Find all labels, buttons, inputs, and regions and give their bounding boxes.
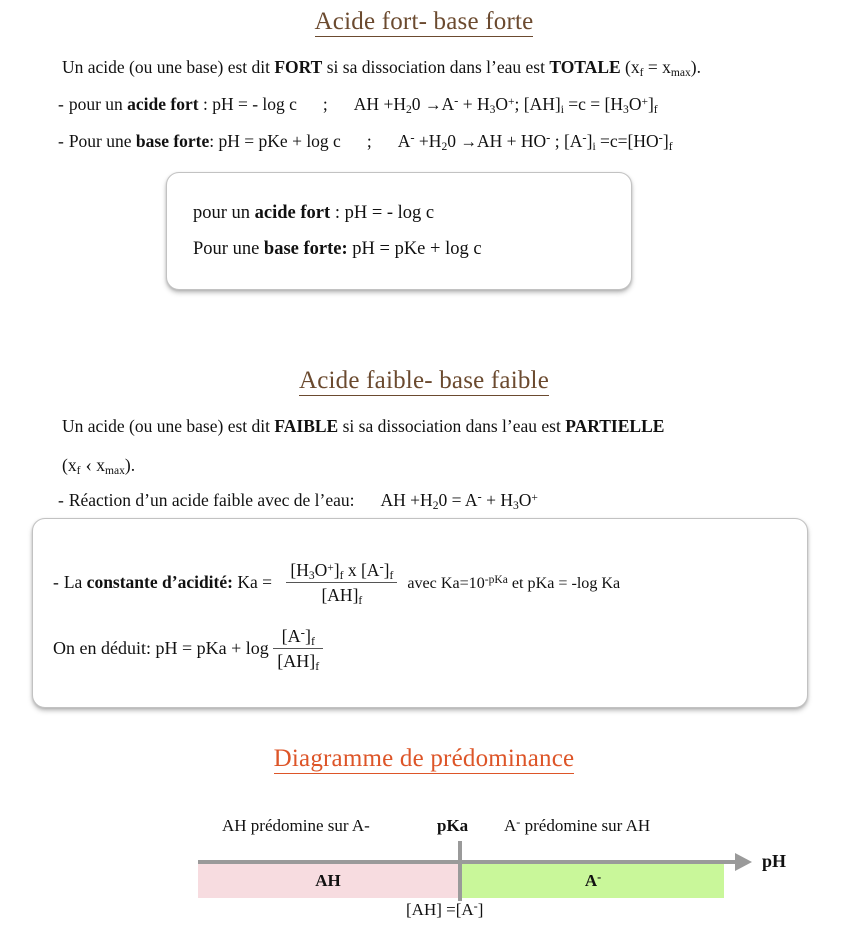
equation-fragment: AH +H (353, 94, 406, 114)
equation-fragment: [H (290, 560, 309, 580)
bold-acide-fort: acide fort (254, 203, 331, 223)
bullet-reaction-acide-faible (58, 491, 538, 510)
text-avec-ka: avec Ka=10 (407, 575, 485, 593)
equation-fragment: ] (662, 131, 669, 151)
ka-label: Ka = (232, 572, 277, 593)
text-fragment: pour un (193, 203, 255, 223)
text-fragment: Pour une (68, 131, 136, 151)
text-fragment: Réaction d’un acide faible avec de l’eau: (68, 490, 355, 510)
equation-fragment: ] (304, 626, 311, 646)
superscript: + (508, 95, 515, 108)
subscript: 3 (308, 569, 315, 582)
bold-fort: FORT (274, 57, 323, 77)
heading-text: Acide faible- base faible (298, 367, 549, 394)
predominance-diagram (0, 805, 848, 951)
text-fragment: si sa dissociation dans l’eau est (338, 416, 566, 436)
formula-ph-acide-fort: : pH = - log c (198, 94, 297, 114)
text-on-en-deduit: On en déduit: pH = pKa + log (53, 638, 274, 659)
fraction-denominator (286, 583, 397, 606)
formula: pH = pKe + log c (347, 239, 482, 259)
text-fragment: Un acide (ou une base) est dit (62, 416, 275, 436)
equation-fragment: ] (586, 131, 593, 151)
text-fragment: ] (477, 900, 484, 919)
equation-fragment: O (314, 560, 328, 580)
text-fragment: pour un (68, 94, 128, 114)
heading-text: Acide fort- base forte (314, 8, 534, 35)
bullet-dash: - (53, 572, 59, 593)
section-heading-diagramme (0, 745, 848, 773)
paragraph-xf-inequality (62, 455, 135, 476)
equation-fragment: [AH] (277, 651, 316, 671)
superscript: - (582, 130, 587, 145)
bold-base-forte: base forte: (263, 239, 348, 259)
superscript: - (473, 898, 478, 913)
bold-partielle: PARTIELLE (565, 416, 665, 436)
paragraph-definition-faible (62, 417, 664, 436)
equation-fragment: ; [A (550, 131, 583, 151)
equation-fragment: A (441, 94, 455, 114)
superscript: - (410, 130, 415, 145)
subscript: max (104, 464, 125, 477)
equation-fragment: 0 = A (438, 490, 478, 510)
label-ah-predomine: AH prédomine sur A- (222, 816, 370, 835)
text-fragment: x (91, 455, 105, 475)
bullet-acide-fort (58, 95, 658, 114)
reaction-arrow-icon: → (460, 132, 477, 151)
text-fragment: (x (620, 57, 640, 77)
fraction-ph (273, 626, 323, 672)
box-line-acide-fort (193, 203, 434, 224)
subscript: f (76, 464, 81, 477)
superscript: - (597, 869, 602, 884)
subscript: 3 (489, 103, 496, 116)
text-pka-definition: et pKa = -log Ka (507, 575, 621, 593)
equation-fragment: O (628, 94, 642, 114)
subscript: f (315, 658, 320, 673)
subscript: i (560, 103, 564, 116)
superscript: + (641, 95, 648, 108)
line-deduction-ph (53, 624, 323, 673)
bold-base-forte: base forte (135, 131, 210, 151)
superscript: + (531, 491, 538, 504)
label-ph-axis: pH (762, 851, 787, 871)
equation-fragment: =c = [H (563, 94, 624, 114)
subscript: f (310, 633, 315, 648)
section-heading-acide-faible (0, 367, 848, 395)
bold-acide-fort: acide fort (127, 94, 199, 114)
label-pka: pKa (437, 816, 469, 835)
superscript: - (658, 130, 663, 145)
bullet-dash: - (58, 94, 64, 114)
equation-fragment: A (397, 131, 411, 151)
fraction-denominator (273, 649, 323, 672)
text-fragment: A (584, 871, 598, 890)
text-fragment: si sa dissociation dans l’eau est (322, 57, 550, 77)
label-a-predomine (504, 816, 650, 836)
bullet-dash: - (58, 490, 64, 510)
equation-fragment: O (518, 490, 532, 510)
subscript: 2 (432, 499, 439, 512)
reaction-arrow-icon: → (424, 95, 442, 114)
formula: : pH = - log c (330, 203, 435, 223)
superscript: - (477, 489, 482, 504)
fraction-ka (286, 560, 397, 606)
text-fragment: [AH] =[A (406, 900, 474, 919)
separator: ; (366, 131, 372, 151)
separator: ; (322, 94, 328, 114)
subscript: i (592, 140, 596, 153)
text-fragment: prédomine sur AH (520, 816, 651, 835)
equation-fragment: + H (458, 94, 490, 114)
subscript: 3 (512, 499, 519, 512)
equation-fragment: ; [AH] (514, 94, 561, 114)
superscript: - (516, 814, 521, 829)
band-a-label (585, 871, 601, 891)
superscript: - (300, 624, 305, 640)
bold-faible: FAIBLE (274, 416, 339, 436)
text-fragment: ). (124, 455, 136, 475)
text-fragment: Pour une (193, 239, 264, 259)
equation-fragment: [A (281, 626, 301, 646)
text-fragment: (x (62, 455, 77, 475)
superscript: - (546, 130, 551, 145)
equation-fragment: =c=[HO (595, 131, 659, 151)
formula-box-constante-acidite (32, 518, 808, 708)
less-than-icon: ‹ (85, 455, 92, 476)
equation-fragment: ] (333, 560, 340, 580)
subscript: max (670, 66, 691, 79)
label-equality (406, 900, 483, 920)
subscript: 2 (405, 103, 412, 116)
subscript: f (639, 66, 644, 79)
subscript: 3 (623, 103, 629, 116)
equation-fragment: + H (481, 490, 513, 510)
bullet-base-forte (58, 132, 673, 151)
fraction-numerator (286, 560, 397, 583)
paragraph-definition-fort (62, 58, 701, 77)
equation-fragment: ] (647, 94, 654, 114)
subscript: f (653, 103, 658, 116)
bullet-dash: - (58, 131, 64, 151)
equation-fragment: 0 (411, 94, 425, 114)
subscript: f (668, 140, 673, 153)
equation-fragment: AH +H (380, 490, 433, 510)
heading-text: Diagramme de prédominance (273, 745, 575, 772)
equation-fragment: [AH] (321, 585, 359, 605)
subscript: f (389, 569, 394, 582)
superscript: - (379, 559, 384, 574)
bold-totale: TOTALE (549, 57, 621, 77)
band-a-minus (462, 864, 724, 898)
subscript: f (358, 594, 363, 607)
ph-axis-arrow-icon (735, 853, 752, 871)
equation-fragment: 0 (447, 131, 461, 151)
text-fragment: A (504, 816, 517, 835)
text-fragment: = x (643, 57, 671, 77)
box-line-base-forte (193, 239, 482, 260)
superscript: - (454, 93, 459, 108)
superscript: -pKa (484, 573, 508, 586)
text-fragment: La (63, 572, 87, 593)
subscript: 2 (441, 140, 448, 153)
equation-fragment: x [A (343, 560, 380, 580)
equation-fragment: AH + HO (476, 131, 547, 151)
equation-fragment: +H (414, 131, 442, 151)
text-fragment: ). (690, 57, 701, 77)
band-ah-label: AH (315, 871, 341, 890)
text-fragment: Un acide (ou une base) est dit (62, 57, 275, 77)
fraction-numerator (273, 626, 323, 649)
subscript: f (339, 569, 344, 582)
bold-constante-acidite: constante d’acidité: (86, 572, 233, 593)
summary-box-acide-fort (166, 172, 632, 290)
equation-fragment: O (495, 94, 509, 114)
equation-fragment: ] (383, 560, 390, 580)
section-heading-acide-fort (0, 8, 848, 36)
band-ah (198, 864, 458, 898)
formula-ph-base-forte: : pH = pKe + log c (209, 131, 341, 151)
superscript: + (327, 561, 334, 574)
line-constante-acidite (53, 561, 620, 607)
